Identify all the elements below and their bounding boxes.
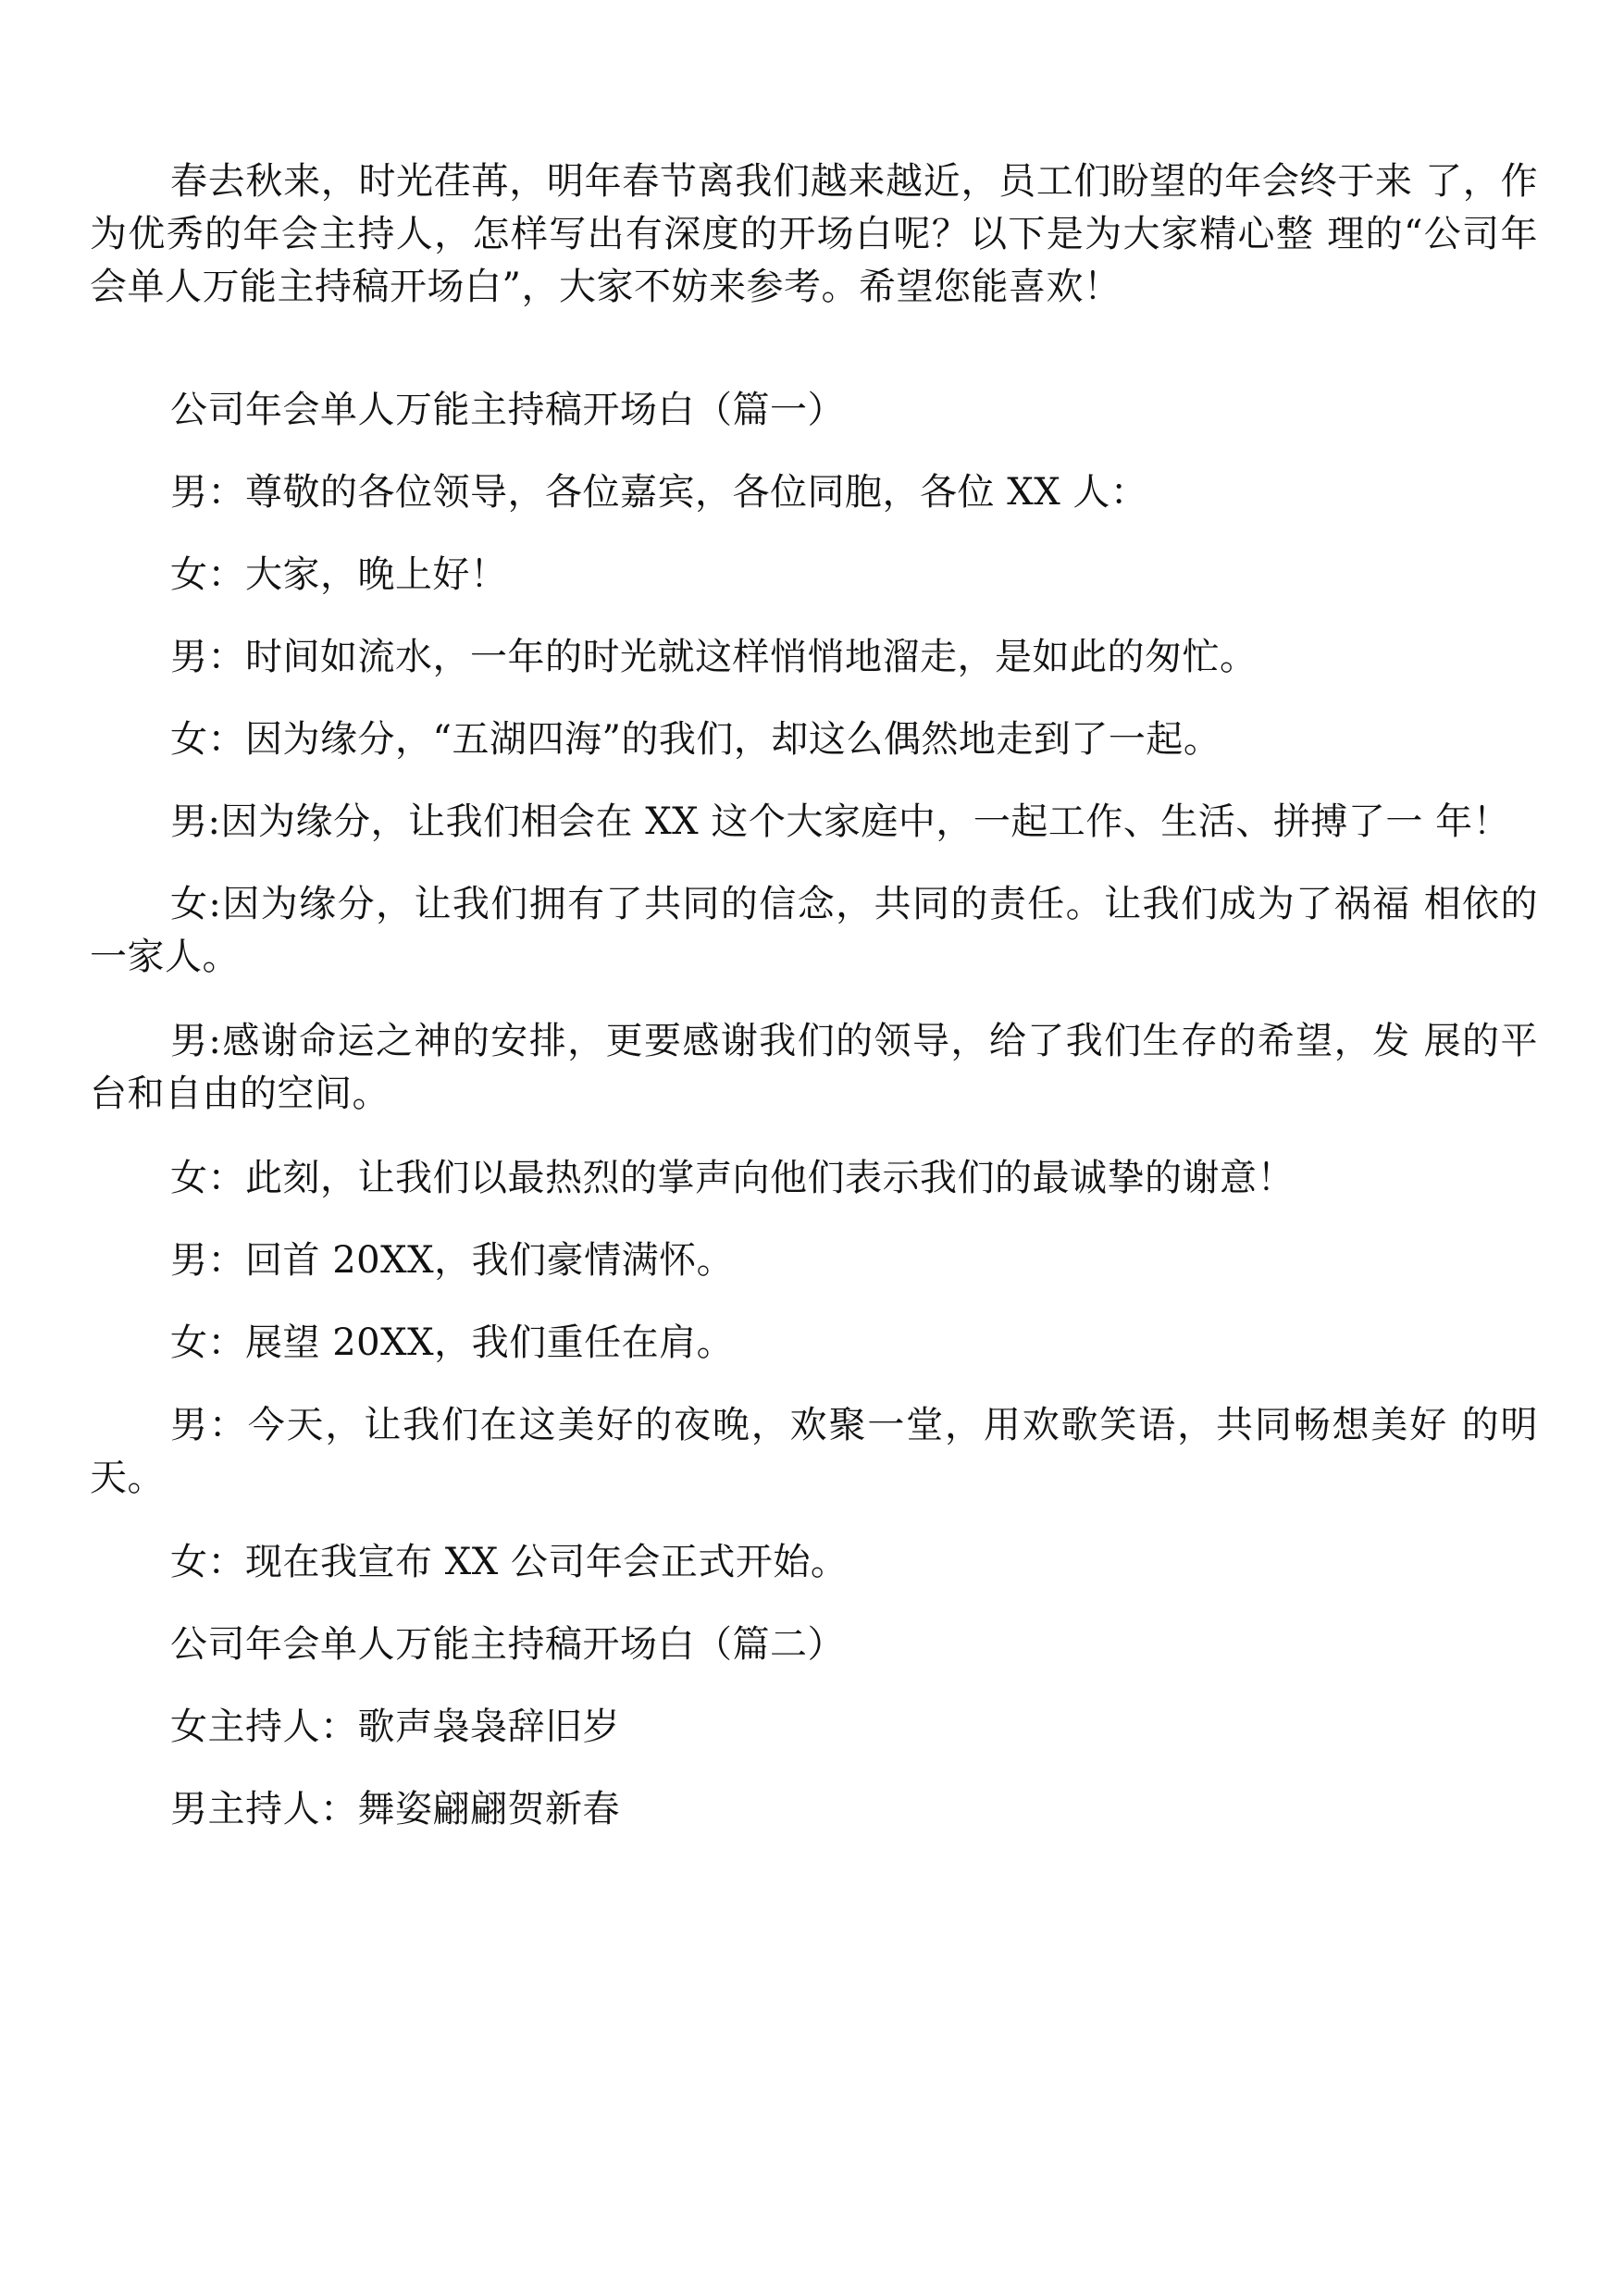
dialogue-line: 女：展望 20XX，我们重任在肩。: [170, 1321, 735, 1364]
dialogue-line: 男主持人：舞姿翩翩贺新春: [170, 1788, 620, 1830]
intro-paragraph: 春去秋来，时光荏苒，明年春节离我们越来越近，员工们盼望的年会终于来 了，作为优秀的年会主持人，怎样写出有深度的开场白呢？以下是为大家精心整 理的“公司年会单人万能主持稿开场白”，大家不妨来参考。希望您能喜欢！: [90, 160, 1538, 308]
dialogue-line: 男：时间如流水，一年的时光就这样悄悄地溜走，是如此的匆忙。: [170, 636, 1258, 678]
dialogue-line: 女主持人：歌声袅袅辞旧岁: [170, 1706, 620, 1748]
dialogue-line: 女：大家，晚上好！: [170, 553, 508, 596]
section-heading-2: 公司年会单人万能主持稿开场白（篇二）: [170, 1623, 845, 1666]
dialogue-line: 女：因为缘分，“五湖四海”的我们，却这么偶然地走到了一起。: [170, 718, 1221, 761]
dialogue-line: 男:因为缘分，让我们相会在 XX 这个大家庭中，一起工作、生活、拼搏了一 年！: [170, 800, 1511, 843]
dialogue-line: 男：回首 20XX，我们豪情满怀。: [170, 1239, 735, 1282]
dialogue-line: 男:感谢命运之神的安排，更要感谢我们的领导，给了我们生存的希望，发 展的平台和自由的空间。: [90, 1020, 1538, 1115]
dialogue-line: 女：现在我宣布 XX 公司年会正式开始。: [170, 1541, 849, 1583]
section-heading-1: 公司年会单人万能主持稿开场白（篇一）: [170, 389, 845, 431]
dialogue-line: 女:因为缘分，让我们拥有了共同的信念，共同的责任。让我们成为了祸福 相依的一家人。: [90, 883, 1538, 978]
dialogue-line: 男：尊敬的各位领导，各位嘉宾，各位同胞，各位 XX 人：: [170, 471, 1148, 514]
dialogue-line: 男：今天，让我们在这美好的夜晚，欢聚一堂，用欢歌笑语，共同畅想美好 的明天。: [90, 1404, 1538, 1499]
dialogue-line: 女：此刻，让我们以最热烈的掌声向他们表示我们的最诚挚的谢意！: [170, 1157, 1295, 1199]
